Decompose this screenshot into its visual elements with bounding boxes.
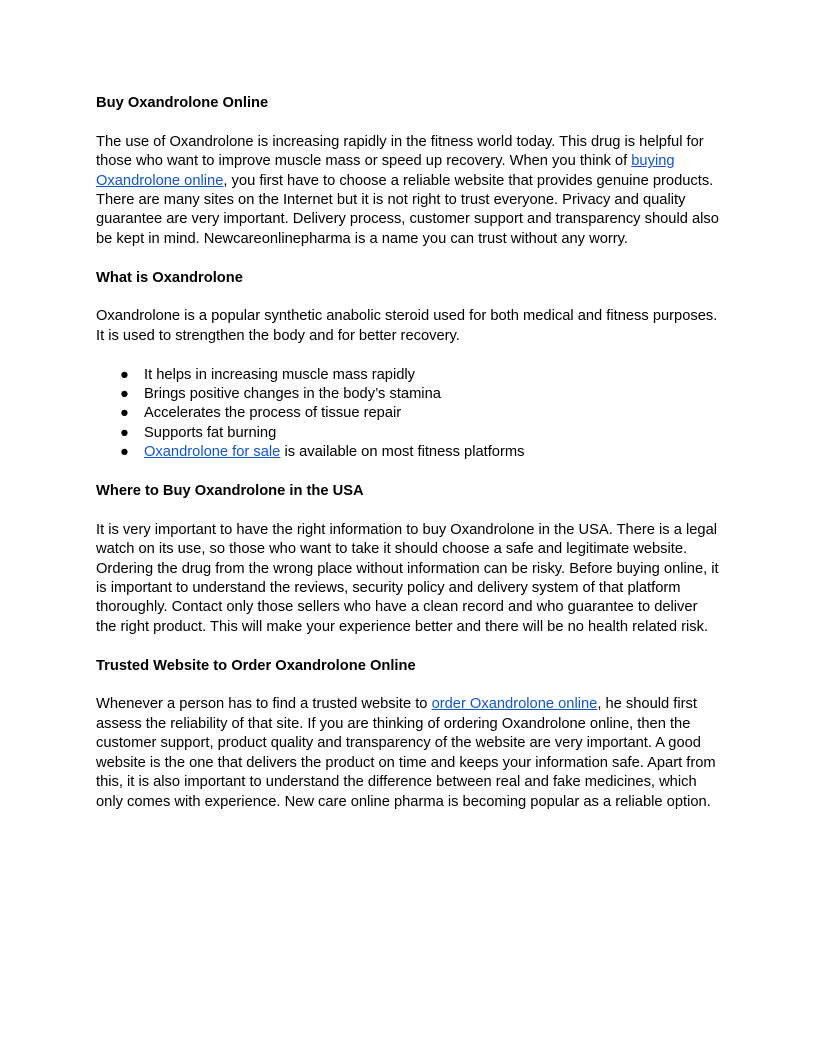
list-item-text-after: is available on most fitness platforms: [280, 444, 525, 461]
oxandrolone-for-sale-link[interactable]: Oxandrolone for sale: [144, 444, 281, 461]
document-page: [96, 94, 720, 812]
bullet-icon: ●: [120, 386, 129, 403]
heading-trusted-website: Trusted Website to Order Oxandrolone Online: [96, 657, 416, 674]
bullet-icon: ●: [120, 444, 129, 461]
trusted-website-paragraph: [96, 695, 720, 811]
benefits-list: [96, 366, 720, 463]
what-is-paragraph: Oxandrolone is a popular synthetic anabolic steroid used for both medical and fitness purposes. It is used to strengthen the body and for better recovery.: [96, 308, 718, 344]
trusted-text-after: , he should first assess the reliability of that site. If you are thinking of ordering Oxandrolone online, then the customer support, product quality and transparency of the website are very important. A good website is the one that delivers the product on time and keeps your information safe. Apart from this, it is also important to understand the difference between real and fake medicines, which only comes with experience. New care online pharma is becoming popular as a reliable option.: [96, 696, 716, 810]
list-item-text: Supports fat burning: [144, 424, 277, 441]
bullet-icon: ●: [120, 366, 129, 383]
bullet-icon: ●: [120, 405, 129, 422]
list-item: [96, 404, 720, 423]
list-item-text: Accelerates the process of tissue repair: [144, 405, 402, 422]
heading-where-to-buy: Where to Buy Oxandrolone in the USA: [96, 483, 364, 500]
list-item: [96, 443, 720, 462]
heading-what-is-oxandrolone: What is Oxandrolone: [96, 269, 243, 286]
bullet-icon: ●: [120, 424, 129, 441]
intro-text-before: The use of Oxandrolone is increasing rapidly in the fitness world today. This drug is helpful for those who want to improve muscle mass or speed up recovery. When you think of: [96, 133, 704, 170]
list-item-text: Brings positive changes in the body’s stamina: [144, 386, 441, 403]
list-item: [96, 366, 720, 385]
order-oxandrolone-online-link[interactable]: order Oxandrolone online: [431, 696, 598, 713]
list-item-text: It helps in increasing muscle mass rapidly: [144, 366, 416, 383]
where-to-buy-paragraph: It is very important to have the right information to buy Oxandrolone in the USA. There is a legal watch on its use, so those who want to take it should choose a safe and legitimate website. Ordering the drug from the wrong place without information can be risky. Before buying online, it is important to understand the reviews, security policy and delivery system of that platform thoroughly. Contact only those sellers who have a clean record and who guarantee to deliver the right product. This will make your experience better and there will be no health related risk.: [96, 521, 719, 635]
list-item: [96, 424, 720, 443]
intro-paragraph: [96, 133, 720, 249]
trusted-text-before: Whenever a person has to find a trusted website to: [96, 696, 432, 713]
intro-text-after: , you first have to choose a reliable website that provides genuine products. There are many sites on the Internet but it is not right to trust everyone. Privacy and quality guarantee are very important. Delivery process, customer support and transparency should also be kept in mind. Newcareonlinepharma is a name you can trust without any worry.: [96, 172, 719, 247]
list-item: [96, 385, 720, 404]
heading-buy-oxandrolone-online: Buy Oxandrolone Online: [96, 95, 269, 111]
buying-oxandrolone-online-link[interactable]: buying Oxandrolone online: [96, 153, 675, 189]
